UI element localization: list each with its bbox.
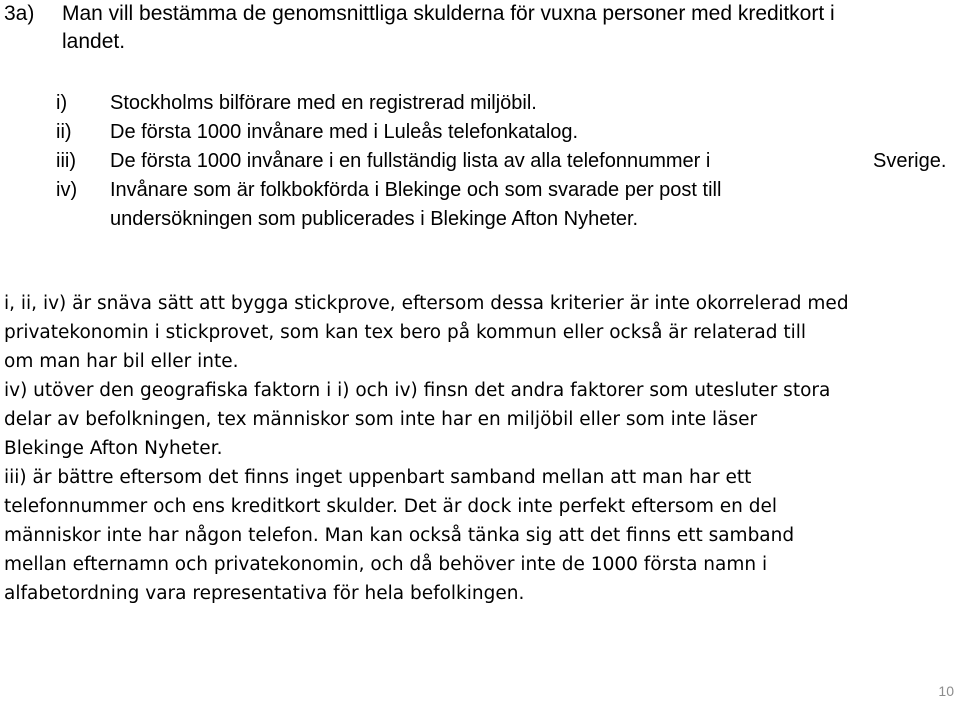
paragraph-line: mellan efternamn och privatekonomin, och då behöver inte de 1000 första namn i: [4, 554, 768, 575]
option-text: Stockholms bilförare med en registrerad miljöbil.: [110, 92, 537, 114]
answer-paragraph-1: [4, 289, 954, 376]
question-label: 3a): [4, 2, 35, 25]
paragraph-line: iv) utöver den geografiska faktorn i i) och iv) finsn det andra faktorer som utesluter stora: [4, 380, 831, 401]
answer-text: [4, 289, 954, 608]
answer-paragraph-3: [4, 463, 954, 608]
option-list: [56, 89, 956, 234]
paragraph-line: alfabetordning vara representativa för hela befolkingen.: [4, 583, 525, 604]
option-text: De första 1000 invånare med i Luleås telefonkatalog.: [110, 121, 579, 143]
paragraph-line: delar av befolkningen, tex människor som inte har en miljöbil eller som inte läser: [4, 409, 758, 430]
option-label: i): [56, 92, 68, 114]
option-text: De första 1000 invånare i en fullständig lista av alla telefonnummer i: [110, 150, 711, 172]
option-iv: [56, 176, 956, 234]
paragraph-line: om man har bil eller inte.: [4, 351, 239, 372]
option-label: ii): [56, 121, 72, 143]
paragraph-line: i, ii, iv) är snäva sätt att bygga stickprove, eftersom dessa kriterier är inte okorrelerad med: [4, 293, 849, 314]
option-iii: [56, 147, 956, 176]
page-number: 10: [938, 683, 954, 699]
question-heading: [4, 0, 944, 56]
paragraph-line: människor inte har någon telefon. Man kan också tänka sig att det finns ett samband: [4, 525, 795, 546]
question-text: Man vill bestämma de genomsnittliga skulderna för vuxna personer med kreditkort i: [62, 2, 835, 25]
paragraph-line: privatekonomin i stickprovet, som kan tex bero på kommun eller också är relaterad till: [4, 322, 807, 343]
paragraph-line: iii) är bättre eftersom det finns inget uppenbart samband mellan att man har ett: [4, 467, 752, 488]
option-text-line-2: undersökningen som publicerades i Blekinge Afton Nyheter.: [110, 208, 639, 230]
question-line-2: landet.: [62, 30, 126, 53]
option-text-line-1: Invånare som är folkbokförda i Blekinge och som svarade per post till: [110, 179, 722, 201]
question-line-1: [4, 0, 944, 28]
paragraph-line: telefonnummer och ens kreditkort skulder. Det är dock inte perfekt eftersom en del: [4, 496, 777, 517]
option-ii: [56, 118, 956, 147]
answer-paragraph-2: [4, 376, 954, 463]
option-i: [56, 89, 956, 118]
option-label: iv): [56, 179, 78, 201]
option-label: iii): [56, 150, 76, 172]
option-trailing-text: Sverige.: [873, 150, 947, 172]
paragraph-line: Blekinge Afton Nyheter.: [4, 438, 223, 459]
